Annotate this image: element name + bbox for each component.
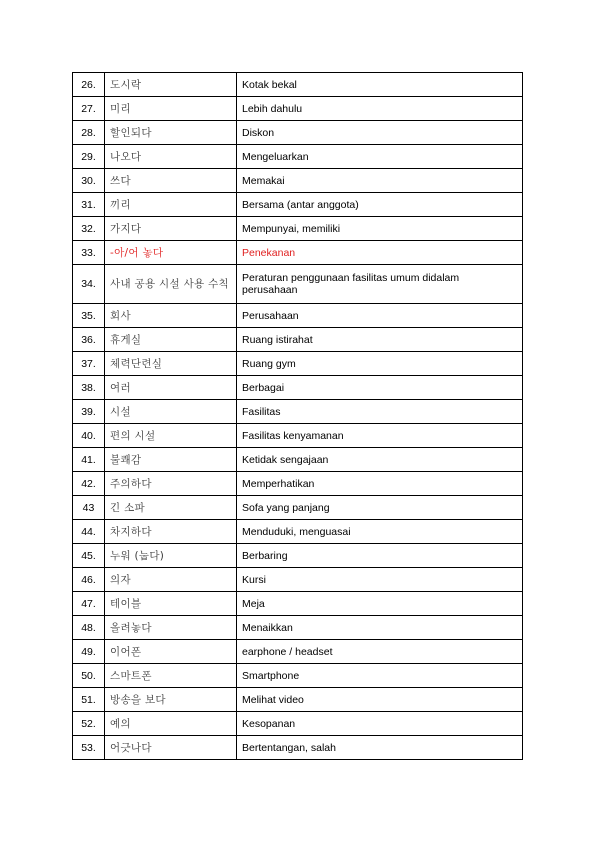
row-number: 41. — [73, 448, 105, 472]
korean-term: 불쾌감 — [105, 448, 237, 472]
korean-term: 시설 — [105, 400, 237, 424]
table-row — [73, 304, 523, 328]
korean-term: 체력단련실 — [105, 352, 237, 376]
indonesian-translation: Mempunyai, memiliki — [237, 217, 523, 241]
korean-term: 예의 — [105, 712, 237, 736]
table-row — [73, 448, 523, 472]
indonesian-translation: Ruang gym — [237, 352, 523, 376]
table-row — [73, 736, 523, 760]
row-number: 45. — [73, 544, 105, 568]
indonesian-translation: Memakai — [237, 169, 523, 193]
indonesian-translation: Melihat video — [237, 688, 523, 712]
row-number: 32. — [73, 217, 105, 241]
table-row — [73, 592, 523, 616]
vocabulary-table-body — [73, 73, 523, 760]
indonesian-translation: earphone / headset — [237, 640, 523, 664]
row-number: 52. — [73, 712, 105, 736]
korean-term: 차지하다 — [105, 520, 237, 544]
indonesian-translation: Sofa yang panjang — [237, 496, 523, 520]
korean-term: 의자 — [105, 568, 237, 592]
table-row — [73, 688, 523, 712]
indonesian-translation: Peraturan penggunaan fasilitas umum didalam perusahaan — [237, 265, 523, 304]
row-number: 39. — [73, 400, 105, 424]
korean-term: 휴게실 — [105, 328, 237, 352]
korean-term: 가지다 — [105, 217, 237, 241]
table-row — [73, 712, 523, 736]
row-number: 35. — [73, 304, 105, 328]
table-row — [73, 472, 523, 496]
indonesian-translation: Bertentangan, salah — [237, 736, 523, 760]
row-number: 48. — [73, 616, 105, 640]
korean-term: 어긋나다 — [105, 736, 237, 760]
row-number: 40. — [73, 424, 105, 448]
row-number: 38. — [73, 376, 105, 400]
row-number: 44. — [73, 520, 105, 544]
row-number: 28. — [73, 121, 105, 145]
table-row — [73, 145, 523, 169]
row-number: 30. — [73, 169, 105, 193]
table-row — [73, 217, 523, 241]
table-row — [73, 640, 523, 664]
korean-term: 회사 — [105, 304, 237, 328]
indonesian-translation: Memperhatikan — [237, 472, 523, 496]
table-row — [73, 352, 523, 376]
table-row — [73, 520, 523, 544]
korean-term: 긴 소파 — [105, 496, 237, 520]
indonesian-translation: Berbagai — [237, 376, 523, 400]
row-number: 53. — [73, 736, 105, 760]
table-row — [73, 496, 523, 520]
indonesian-translation: Meja — [237, 592, 523, 616]
korean-term: 나오다 — [105, 145, 237, 169]
row-number: 31. — [73, 193, 105, 217]
row-number: 50. — [73, 664, 105, 688]
table-row — [73, 265, 523, 304]
indonesian-translation: Lebih dahulu — [237, 97, 523, 121]
indonesian-translation: Perusahaan — [237, 304, 523, 328]
row-number: 42. — [73, 472, 105, 496]
row-number: 43 — [73, 496, 105, 520]
korean-term: 끼리 — [105, 193, 237, 217]
korean-term: 방송을 보다 — [105, 688, 237, 712]
table-row — [73, 664, 523, 688]
indonesian-translation: Bersama (antar anggota) — [237, 193, 523, 217]
korean-term: 스마트폰 — [105, 664, 237, 688]
table-row — [73, 169, 523, 193]
korean-term: 주의하다 — [105, 472, 237, 496]
korean-term: 사내 공용 시설 사용 수칙 — [105, 265, 237, 304]
row-number: 34. — [73, 265, 105, 304]
table-row — [73, 121, 523, 145]
table-row — [73, 400, 523, 424]
row-number: 33. — [73, 241, 105, 265]
row-number: 37. — [73, 352, 105, 376]
table-row — [73, 544, 523, 568]
row-number: 47. — [73, 592, 105, 616]
korean-term: 이어폰 — [105, 640, 237, 664]
row-number: 51. — [73, 688, 105, 712]
row-number: 46. — [73, 568, 105, 592]
korean-term: 여러 — [105, 376, 237, 400]
table-row — [73, 568, 523, 592]
table-row — [73, 328, 523, 352]
korean-term: 도시락 — [105, 73, 237, 97]
row-number: 36. — [73, 328, 105, 352]
row-number: 27. — [73, 97, 105, 121]
table-row — [73, 424, 523, 448]
table-row — [73, 376, 523, 400]
indonesian-translation: Kesopanan — [237, 712, 523, 736]
korean-term: 미리 — [105, 97, 237, 121]
indonesian-translation: Fasilitas kenyamanan — [237, 424, 523, 448]
table-row — [73, 193, 523, 217]
table-row — [73, 616, 523, 640]
table-row — [73, 97, 523, 121]
row-number: 29. — [73, 145, 105, 169]
row-number: 49. — [73, 640, 105, 664]
korean-term: 쓰다 — [105, 169, 237, 193]
korean-term: 할인되다 — [105, 121, 237, 145]
table-row — [73, 73, 523, 97]
vocabulary-table — [72, 72, 523, 760]
indonesian-translation: Fasilitas — [237, 400, 523, 424]
korean-term: 테이블 — [105, 592, 237, 616]
indonesian-translation: Ketidak sengajaan — [237, 448, 523, 472]
indonesian-translation: Diskon — [237, 121, 523, 145]
indonesian-translation: Menaikkan — [237, 616, 523, 640]
table-row — [73, 241, 523, 265]
korean-term: -아/어 놓다 — [105, 241, 237, 265]
row-number: 26. — [73, 73, 105, 97]
indonesian-translation: Ruang istirahat — [237, 328, 523, 352]
indonesian-translation: Menduduki, menguasai — [237, 520, 523, 544]
indonesian-translation: Penekanan — [237, 241, 523, 265]
indonesian-translation: Mengeluarkan — [237, 145, 523, 169]
indonesian-translation: Kursi — [237, 568, 523, 592]
korean-term: 편의 시설 — [105, 424, 237, 448]
korean-term: 누워 (눕다) — [105, 544, 237, 568]
indonesian-translation: Kotak bekal — [237, 73, 523, 97]
indonesian-translation: Berbaring — [237, 544, 523, 568]
indonesian-translation: Smartphone — [237, 664, 523, 688]
korean-term: 올려놓다 — [105, 616, 237, 640]
